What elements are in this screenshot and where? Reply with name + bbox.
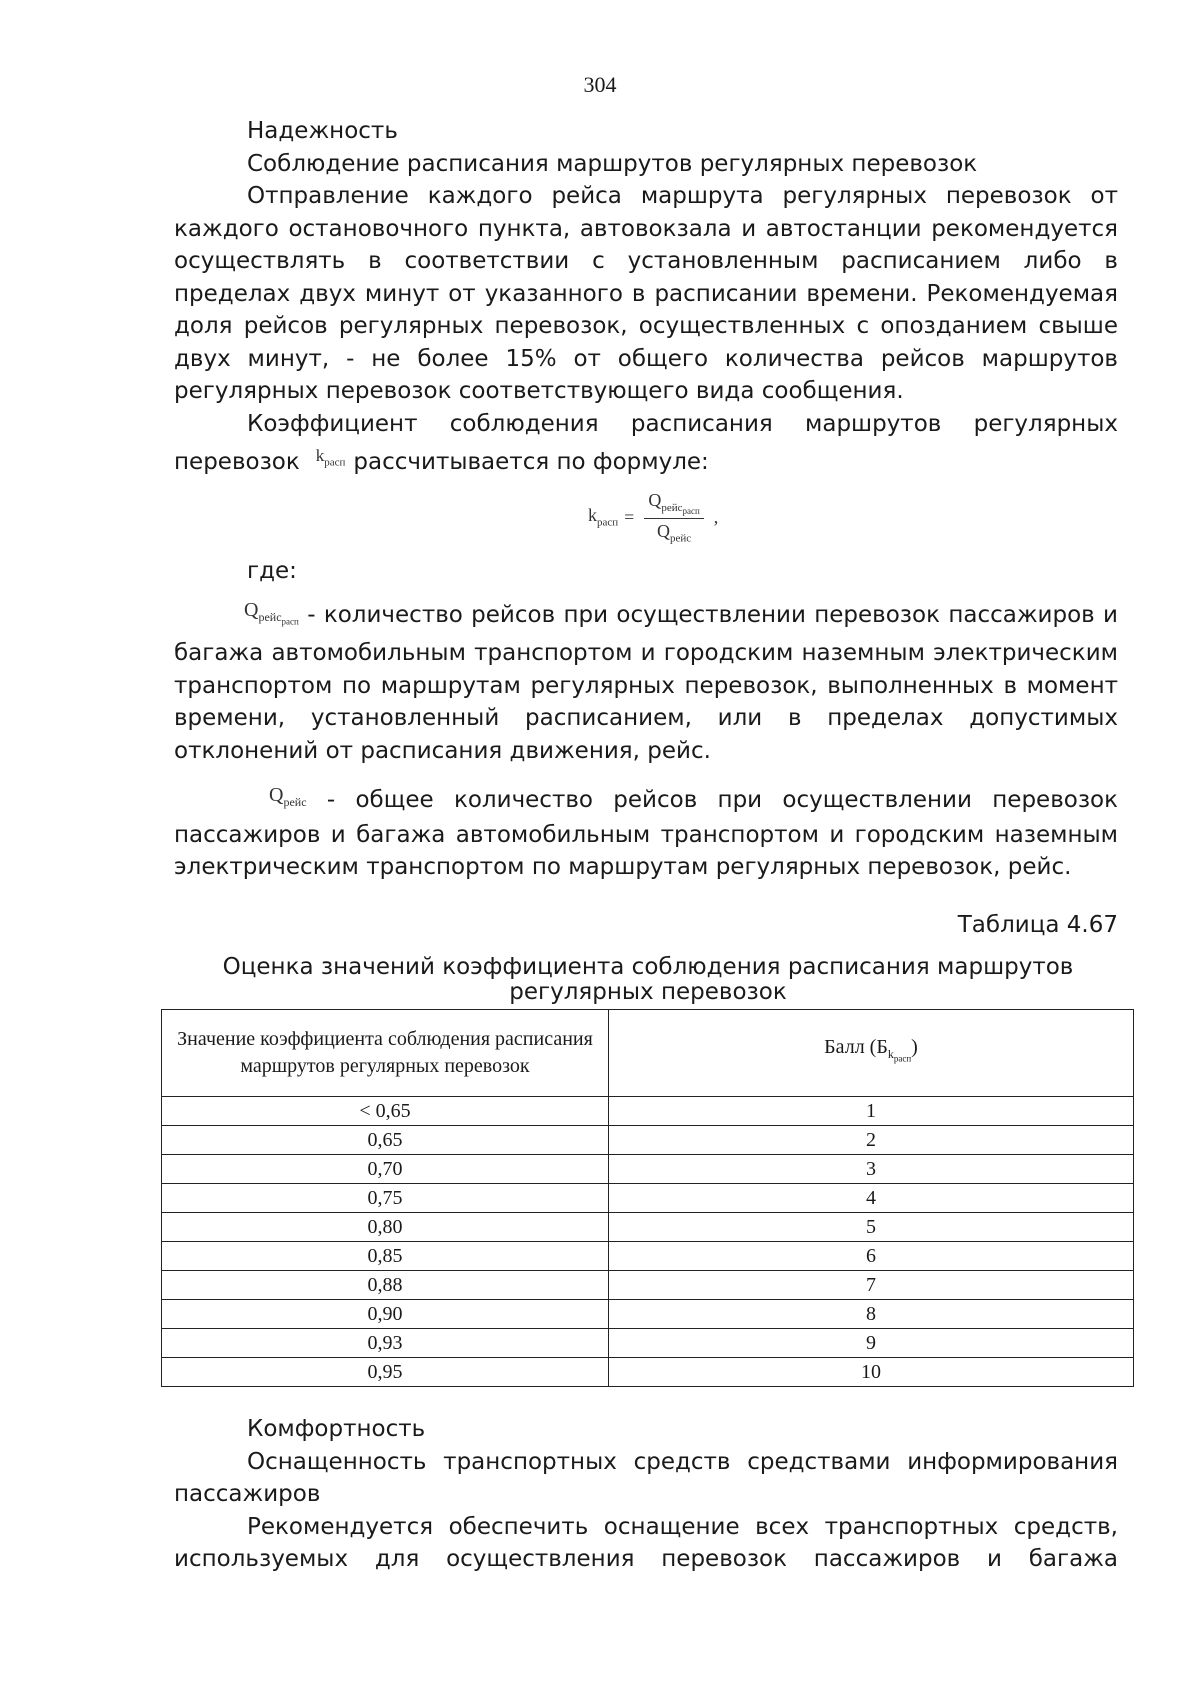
cell-score: 5 [609,1213,1134,1242]
cell-score: 1 [609,1097,1134,1126]
table-row [162,1242,1134,1271]
table-row [162,1184,1134,1213]
cell-coefficient-value: < 0,65 [162,1097,609,1126]
cell-score: 2 [609,1126,1134,1155]
paragraph-coefficient-line2 [174,440,1118,479]
formula-equals: = [624,506,635,527]
paragraph-coefficient-line1: Коэффициент соблюдения расписания маршрутов регулярных [247,410,1118,437]
cell-score: 10 [609,1358,1134,1387]
section-comfort [174,1413,1118,1576]
formula-denominator: $Q_{рейс}$ [656,520,692,545]
formula-lhs: $k_{расп}$ [588,505,619,529]
definitions [174,555,1118,884]
section-reliability [174,115,1118,479]
definition-q-rejs: $Q_{рейс}$ - общее количество рейсов при осуществлении перевозок пассажиров и багажа автомобильным транспортом и городским наземным электрическим транспортом по маршрутам регулярных перевозок, рейс. [174,784,1119,881]
cell-score: 9 [609,1329,1134,1358]
q-rejs-rasp-symbol: $Q_{рейс_{расп}}$ [244,598,299,626]
cell-score: 4 [609,1184,1134,1213]
k-rasp-symbol: kрасп [315,446,346,469]
table-row [162,1213,1134,1242]
cell-score: 6 [609,1242,1134,1271]
table-row [162,1358,1134,1387]
paragraph-equipment: Рекомендуется обеспечить оснащение всех транспортных средств, используемых для осуществления перевозок пассажиров и багажа [174,1513,1118,1572]
score-table [161,1009,1134,1387]
subsection-heading-equipment: Оснащенность транспортных средств средствами информирования пассажиров [174,1448,1118,1507]
paragraph-coefficient-before: перевозок [174,449,300,475]
cell-coefficient-value: 0,70 [162,1155,609,1184]
q-rejs-symbol: $Q_{рейс}$ [269,784,307,810]
table-header-row [162,1010,1134,1097]
formula-comma: , [713,506,719,527]
table-row [162,1126,1134,1155]
cell-coefficient-value: 0,65 [162,1126,609,1155]
paragraph-schedule-rules: Отправление каждого рейса маршрута регулярных перевозок от каждого остановочного пункта, автовокзала и автостанции рекомендуется осуществлять в соответствии с установленным расписанием либо в пределах двух минут от указанного в расписании времени. Рекомендуемая доля рейсов регулярных перевозок, осуществленных с опозданием свыше двух минут, - не более 15% от общего количества рейсов маршрутов регулярных перевозок соответствующего вида сообщения. [174,183,1118,404]
cell-score: 3 [609,1155,1134,1184]
cell-score: 8 [609,1300,1134,1329]
header-coefficient-value: Значение коэффициента соблюдения расписания маршрутов регулярных перевозок [162,1010,609,1097]
section-heading-comfort: Комфортность [247,1416,426,1442]
cell-coefficient-value: 0,80 [162,1213,609,1242]
table-row [162,1271,1134,1300]
cell-coefficient-value: 0,75 [162,1184,609,1213]
table-row [162,1155,1134,1184]
cell-coefficient-value: 0,90 [162,1300,609,1329]
where-label: где: [247,558,297,584]
definition-q-rejs-rasp: $Q_{рейс_{расп}}$ - количество рейсов при осуществлении перевозок пассажиров и багажа автомобильным транспортом и городским наземным электрическим транспортом по маршрутам регулярных перевозок, выполненных в момент времени, установленный расписанием, или в пределах допустимых отклонений от расписания движения, рейс. [174,598,1119,764]
cell-coefficient-value: 0,95 [162,1358,609,1387]
section-heading-reliability: Надежность [247,118,398,144]
cell-coefficient-value: 0,85 [162,1242,609,1271]
formula-fraction [644,490,703,544]
table-row [162,1300,1134,1329]
cell-score: 7 [609,1271,1134,1300]
table-title: Оценка значений коэффициента соблюдения расписания маршрутов регулярных перевозок [222,954,1074,1005]
page-number: 304 [583,72,617,97]
table-row [162,1329,1134,1358]
formula-numerator: $Q_{рейс_{расп}}$ [644,490,703,519]
table-row [162,1097,1134,1126]
header-score: Балл $(Б_{k_{расп}})$ [609,1010,1134,1097]
cell-coefficient-value: 0,88 [162,1271,609,1300]
cell-coefficient-value: 0,93 [162,1329,609,1358]
paragraph-coefficient-after: рассчитывается по формуле: [353,449,709,475]
b-k-rasp-symbol: $Б_{k_{расп}}$ [876,1035,912,1064]
formula-k-rasp [588,490,718,544]
subsection-heading-schedule: Соблюдение расписания маршрутов регулярных перевозок [247,150,978,177]
table-caption: Таблица 4.67 [957,912,1118,938]
